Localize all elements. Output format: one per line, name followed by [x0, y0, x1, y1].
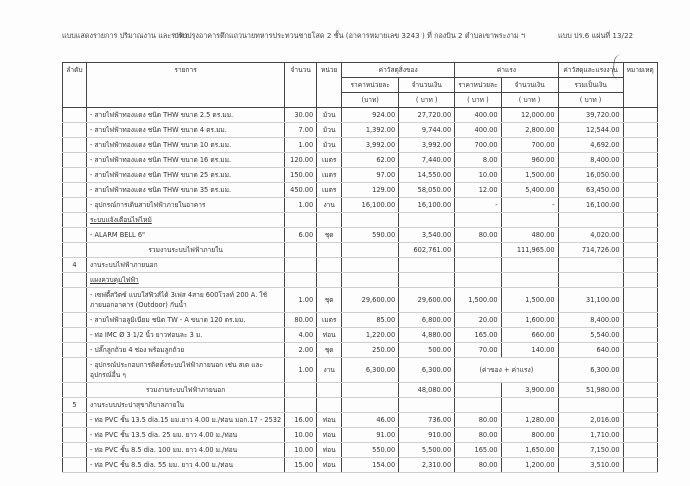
- labor-amount: 12,000.00: [501, 108, 558, 123]
- remark-cell: [623, 358, 657, 383]
- material-unit-price: 129.00: [342, 183, 399, 198]
- grand-subtotal: 51,980.00: [558, 383, 623, 398]
- col-unit: หน่วย: [317, 63, 342, 108]
- unit: เมตร: [317, 183, 342, 198]
- no-cell: [63, 358, 87, 383]
- col-total: ค่าวัสดุและแรงงาน: [558, 63, 623, 78]
- quantity: 150.00: [285, 168, 317, 183]
- unit: ม้วน: [317, 138, 342, 153]
- total-amount: 6,300.00: [558, 358, 623, 383]
- table-row: [63, 168, 658, 183]
- labor-unit-price: -: [455, 198, 501, 213]
- bill-of-quantities-table: [62, 62, 658, 473]
- labor-amount: 140.00: [501, 343, 558, 358]
- no-cell: [63, 383, 87, 398]
- quantity: 80.00: [285, 313, 317, 328]
- total-amount: 31,100.00: [558, 288, 623, 313]
- labor-amount: 800.00: [501, 428, 558, 443]
- labor-unit-price: 80.00: [455, 428, 501, 443]
- item-description: - ท่อ IMC Ø 3 1/2 นิ้ว ยาวท่อนละ 3 ม.: [87, 328, 285, 343]
- empty-cell: [501, 273, 558, 288]
- baht-label: ( บาท ): [455, 93, 501, 108]
- subtotal-label: รวมงานระบบไฟฟ้าภายนอก: [87, 383, 285, 398]
- section-number: 5: [63, 398, 87, 413]
- labor-unit-price: 20.00: [455, 313, 501, 328]
- subsection-heading: [63, 213, 658, 228]
- material-unit-price: 3,992.00: [342, 138, 399, 153]
- material-amount: 14,550.00: [399, 168, 455, 183]
- quantity: 16.00: [285, 413, 317, 428]
- empty-cell: [558, 213, 623, 228]
- unit: งาน: [317, 358, 342, 383]
- labor-unit-price: 12.00: [455, 183, 501, 198]
- section-number: 4: [63, 258, 87, 273]
- subtotal-row: [63, 383, 658, 398]
- empty-cell: [623, 258, 657, 273]
- total-amount: 8,400.00: [558, 313, 623, 328]
- empty-cell: [623, 398, 657, 413]
- material-amount: 3,992.00: [399, 138, 455, 153]
- labor-amount: 1,600.00: [501, 313, 558, 328]
- empty-cell: [342, 398, 399, 413]
- unit: ม้วน: [317, 123, 342, 138]
- no-cell: [63, 443, 87, 458]
- labor-note: (ค่าของ + ค่าแรง): [455, 358, 558, 383]
- empty-cell: [623, 213, 657, 228]
- total-amount: 3,510.00: [558, 458, 623, 473]
- table-row: [63, 313, 658, 328]
- labor-unit-price: 400.00: [455, 123, 501, 138]
- empty-cell: [455, 273, 501, 288]
- unit: ท่อน: [317, 413, 342, 428]
- material-amount: 3,540.00: [399, 228, 455, 243]
- no-cell: [63, 313, 87, 328]
- remark-cell: [623, 138, 657, 153]
- total-amount: 1,710.00: [558, 428, 623, 443]
- material-unit-price: 1,392.00: [342, 123, 399, 138]
- empty-cell: [317, 273, 342, 288]
- empty-cell: [342, 243, 399, 258]
- section-title: แผงควบคุมไฟฟ้า: [87, 273, 285, 288]
- material-amount: 736.00: [399, 413, 455, 428]
- empty-cell: [399, 398, 455, 413]
- item-description: - อุปกรณ์การเดินสายไฟฟ้าภายในอาคาร: [87, 198, 285, 213]
- form-title: แบบแสดงรายการ ปริมาณงาน และราคา: [62, 31, 188, 40]
- subtotal-row: [63, 243, 658, 258]
- project-title: ปรับปรุงอาคารตึกแถวนายทหารประทวนชายโสด 2 ชั้น (อาคารหมายเลข 3243 ) ที่ กองบิน 2 ตำบลเขาพระงาม ฯ: [174, 31, 526, 40]
- empty-cell: [399, 213, 455, 228]
- unit: ท่อน: [317, 458, 342, 473]
- empty-cell: [317, 383, 342, 398]
- col-qty: จำนวน: [285, 63, 317, 108]
- section-title: งานระบบประปาสุขาภิบาลภายใน: [87, 398, 285, 413]
- total-amount: 4,692.00: [558, 138, 623, 153]
- col-item: รายการ: [87, 63, 285, 108]
- material-unit-price: 250.00: [342, 343, 399, 358]
- unit: ท่อน: [317, 328, 342, 343]
- empty-cell: [342, 273, 399, 288]
- item-description: - เซฟตี้สวิตซ์ แบบใส่ฟิวส์ได้ 3เฟส 4สาย 600โวลท์ 200 A. ใช้ภายนอกอาคาร (Outdoor) กันน้ำ: [87, 288, 285, 313]
- labor-amount: 5,400.00: [501, 183, 558, 198]
- material-unit-price: 590.00: [342, 228, 399, 243]
- labor-amount: 960.00: [501, 153, 558, 168]
- empty-cell: [501, 258, 558, 273]
- no-cell: [63, 428, 87, 443]
- section-heading: [63, 258, 658, 273]
- material-unit-price: 6,300.00: [342, 358, 399, 383]
- col-no: ลำดับ: [63, 63, 87, 108]
- no-cell: [63, 198, 87, 213]
- quantity: 10.00: [285, 428, 317, 443]
- item-description: - ท่อ PVC ชั้น 8.5 dia. 55 มม. ยาว 4.00 ม./ท่อน: [87, 458, 285, 473]
- item-description: - ท่อ PVC ชั้น 13.5 dia.15 มม.ยาว 4.00 ม./ท่อน มอก.17 - 2532: [87, 413, 285, 428]
- total-amount: 16,100.00: [558, 198, 623, 213]
- labor-amount: 1,500.00: [501, 288, 558, 313]
- remark-cell: [623, 458, 657, 473]
- material-amount: 58,050.00: [399, 183, 455, 198]
- empty-cell: [285, 213, 317, 228]
- material-amount: 9,744.00: [399, 123, 455, 138]
- material-unit-price: 46.00: [342, 413, 399, 428]
- labor-unit-price: 80.00: [455, 228, 501, 243]
- empty-cell: [342, 213, 399, 228]
- total-amount: 2,016.00: [558, 413, 623, 428]
- empty-cell: [285, 273, 317, 288]
- labor-unit-price: 10.00: [455, 168, 501, 183]
- table-row: [63, 198, 658, 213]
- empty-cell: [558, 398, 623, 413]
- labor-amount: 2,800.00: [501, 123, 558, 138]
- empty-cell: [558, 258, 623, 273]
- empty-cell: [455, 243, 501, 258]
- table-row: [63, 123, 658, 138]
- remark-cell: [623, 328, 657, 343]
- material-unit-price: 91.00: [342, 428, 399, 443]
- section-number: [63, 273, 87, 288]
- empty-cell: [285, 258, 317, 273]
- empty-cell: [317, 243, 342, 258]
- baht-label: ( บาท ): [399, 93, 455, 108]
- quantity: 15.00: [285, 458, 317, 473]
- quantity: 2.00: [285, 343, 317, 358]
- no-cell: [63, 108, 87, 123]
- section-number: [63, 213, 87, 228]
- quantity: 1.00: [285, 198, 317, 213]
- col-total-sum: รวมเป็นเงิน: [558, 78, 623, 93]
- section-title: ระบบแจ้งเตือนไฟไหม้: [87, 213, 285, 228]
- remark-cell: [623, 243, 657, 258]
- table-row: [63, 328, 658, 343]
- labor-amount: 1,280.00: [501, 413, 558, 428]
- table-row: [63, 183, 658, 198]
- item-description: - สายไฟฟ้าทองแดง ชนิด THW ขนาด 10 ตร.มม.: [87, 138, 285, 153]
- remark-cell: [623, 228, 657, 243]
- baht-label: ( บาท ): [558, 93, 623, 108]
- empty-cell: [501, 213, 558, 228]
- labor-unit-price: 80.00: [455, 413, 501, 428]
- table-row: [63, 288, 658, 313]
- total-amount: 39,720.00: [558, 108, 623, 123]
- labor-amount: 660.00: [501, 328, 558, 343]
- labor-unit-price: 1,500.00: [455, 288, 501, 313]
- labor-amount: -: [501, 198, 558, 213]
- material-unit-price: 550.00: [342, 443, 399, 458]
- material-unit-price: 62.00: [342, 153, 399, 168]
- total-amount: 7,150.00: [558, 443, 623, 458]
- no-cell: [63, 153, 87, 168]
- col-labor-unit-price: ราคาหน่วยละ: [455, 78, 501, 93]
- baht-label: (บาท): [342, 93, 399, 108]
- item-description: - สายไฟฟ้าทองแดง ชนิด THW ขนาด 2.5 ตร.มม.: [87, 108, 285, 123]
- no-cell: [63, 328, 87, 343]
- item-description: - สายไฟฟ้าทองแดง ชนิด THW ขนาด 35 ตร.มม.: [87, 183, 285, 198]
- section-heading: [63, 398, 658, 413]
- unit: ท่อน: [317, 443, 342, 458]
- item-description: - อุปกรณ์ประกอบการติดตั้งระบบไฟฟ้าภายนอก เช่น สเต และอุปกรณ์อื่น ๆ: [87, 358, 285, 383]
- no-cell: [63, 183, 87, 198]
- item-description: - ปลั๊กลูกถ้วย 4 ช่อง พร้อมลูกถ้วย: [87, 343, 285, 358]
- item-description: - ท่อ PVC ชั้น 8.5 dia. 100 มม. ยาว 4.00 ม./ท่อน: [87, 443, 285, 458]
- no-cell: [63, 168, 87, 183]
- empty-cell: [501, 398, 558, 413]
- empty-cell: [455, 213, 501, 228]
- labor-amount: 1,500.00: [501, 168, 558, 183]
- labor-amount: 480.00: [501, 228, 558, 243]
- labor-unit-price: 8.00: [455, 153, 501, 168]
- empty-cell: [342, 383, 399, 398]
- remark-cell: [623, 288, 657, 313]
- table-row: [63, 413, 658, 428]
- empty-cell: [317, 398, 342, 413]
- item-description: - สายไฟฟ้าอลูมิเนียม ชนิด TW - A ขนาด 120 ตร.มม.: [87, 313, 285, 328]
- labor-unit-price: 400.00: [455, 108, 501, 123]
- item-description: - สายไฟฟ้าทองแดง ชนิด THW ขนาด 4 ตร.มม.: [87, 123, 285, 138]
- material-unit-price: 1,220.00: [342, 328, 399, 343]
- remark-cell: [623, 108, 657, 123]
- no-cell: [63, 413, 87, 428]
- material-subtotal: 602,761.00: [399, 243, 455, 258]
- empty-cell: [317, 258, 342, 273]
- labor-unit-price: 165.00: [455, 443, 501, 458]
- remark-cell: [623, 123, 657, 138]
- remark-cell: [623, 428, 657, 443]
- material-unit-price: 154.00: [342, 458, 399, 473]
- subsection-heading: [63, 273, 658, 288]
- material-amount: 6,800.00: [399, 313, 455, 328]
- no-cell: [63, 228, 87, 243]
- unit: เมตร: [317, 153, 342, 168]
- unit: ท่อน: [317, 428, 342, 443]
- material-amount: 4,880.00: [399, 328, 455, 343]
- empty-cell: [399, 273, 455, 288]
- material-amount: 29,600.00: [399, 288, 455, 313]
- table-header: [63, 63, 658, 108]
- col-labor: ค่าแรง: [455, 63, 558, 78]
- item-description: - ALARM BELL 6": [87, 228, 285, 243]
- labor-amount: 700.00: [501, 138, 558, 153]
- quantity: 7.00: [285, 123, 317, 138]
- remark-cell: [623, 413, 657, 428]
- labor-unit-price: 70.00: [455, 343, 501, 358]
- remark-cell: [623, 168, 657, 183]
- total-amount: 640.00: [558, 343, 623, 358]
- material-amount: 5,500.00: [399, 443, 455, 458]
- remark-cell: [623, 383, 657, 398]
- quantity: 6.00: [285, 228, 317, 243]
- material-unit-price: 924.00: [342, 108, 399, 123]
- empty-cell: [455, 258, 501, 273]
- total-amount: 16,050.00: [558, 168, 623, 183]
- unit: เมตร: [317, 168, 342, 183]
- empty-cell: [285, 383, 317, 398]
- baht-label: ( บาท ): [501, 93, 558, 108]
- col-material: ค่าวัสดุสิ่งของ: [342, 63, 455, 78]
- total-amount: 63,450.00: [558, 183, 623, 198]
- remark-cell: [623, 153, 657, 168]
- subtotal-label: รวมงานระบบไฟฟ้าภายใน: [87, 243, 285, 258]
- labor-amount: 1,200.00: [501, 458, 558, 473]
- item-description: - สายไฟฟ้าทองแดง ชนิด THW ขนาด 16 ตร.มม.: [87, 153, 285, 168]
- table-body: [63, 108, 658, 473]
- material-amount: 910.00: [399, 428, 455, 443]
- remark-cell: [623, 183, 657, 198]
- empty-cell: [285, 398, 317, 413]
- unit: เมตร: [317, 313, 342, 328]
- quantity: 4.00: [285, 328, 317, 343]
- col-material-amount: จำนวนเงิน: [399, 78, 455, 93]
- grand-subtotal: 714,726.00: [558, 243, 623, 258]
- remark-cell: [623, 343, 657, 358]
- empty-cell: [455, 383, 501, 398]
- total-amount: 4,020.00: [558, 228, 623, 243]
- table-row: [63, 343, 658, 358]
- empty-cell: [317, 213, 342, 228]
- quantity: 1.00: [285, 138, 317, 153]
- empty-cell: [399, 258, 455, 273]
- table-row: [63, 458, 658, 473]
- material-amount: 6,300.00: [399, 358, 455, 383]
- quantity: 120.00: [285, 153, 317, 168]
- material-subtotal: 48,080.00: [399, 383, 455, 398]
- total-amount: 12,544.00: [558, 123, 623, 138]
- no-cell: [63, 458, 87, 473]
- table-row: [63, 358, 658, 383]
- material-amount: 500.00: [399, 343, 455, 358]
- no-cell: [63, 123, 87, 138]
- quantity: 10.00: [285, 443, 317, 458]
- table-row: [63, 428, 658, 443]
- remark-cell: [623, 198, 657, 213]
- total-amount: 8,400.00: [558, 153, 623, 168]
- material-unit-price: 29,600.00: [342, 288, 399, 313]
- unit: ชุด: [317, 343, 342, 358]
- no-cell: [63, 243, 87, 258]
- total-amount: 5,540.00: [558, 328, 623, 343]
- material-unit-price: 16,100.00: [342, 198, 399, 213]
- col-material-unit-price: ราคาหน่วยละ: [342, 78, 399, 93]
- no-cell: [63, 288, 87, 313]
- unit: ชุด: [317, 288, 342, 313]
- empty-cell: [455, 398, 501, 413]
- material-amount: 2,310.00: [399, 458, 455, 473]
- col-remark: หมายเหตุ: [623, 63, 657, 108]
- remark-cell: [623, 313, 657, 328]
- empty-cell: [623, 273, 657, 288]
- material-unit-price: 97.00: [342, 168, 399, 183]
- section-title: งานระบบไฟฟ้าภายนอก: [87, 258, 285, 273]
- empty-cell: [285, 243, 317, 258]
- quantity: 1.00: [285, 288, 317, 313]
- table-row: [63, 138, 658, 153]
- unit: ม้วน: [317, 108, 342, 123]
- material-amount: 16,100.00: [399, 198, 455, 213]
- remark-cell: [623, 443, 657, 458]
- empty-cell: [558, 273, 623, 288]
- unit: ชุด: [317, 228, 342, 243]
- quantity: 450.00: [285, 183, 317, 198]
- item-description: - สายไฟฟ้าทองแดง ชนิด THW ขนาด 25 ตร.มม.: [87, 168, 285, 183]
- material-amount: 7,440.00: [399, 153, 455, 168]
- material-unit-price: 85.00: [342, 313, 399, 328]
- quantity: 1.00: [285, 358, 317, 383]
- no-cell: [63, 343, 87, 358]
- material-amount: 27,720.00: [399, 108, 455, 123]
- empty-cell: [342, 258, 399, 273]
- item-description: - ท่อ PVC ชั้น 13.5 dia. 25 มม. ยาว 4.00 ม./ท่อน: [87, 428, 285, 443]
- col-labor-amount: จำนวนเงิน: [501, 78, 558, 93]
- labor-subtotal: 3,900.00: [501, 383, 558, 398]
- page-reference: แบบ ปร.6 แผ่นที่ 13/22: [558, 31, 634, 40]
- labor-unit-price: 80.00: [455, 458, 501, 473]
- table-row: [63, 108, 658, 123]
- quantity: 30.00: [285, 108, 317, 123]
- table-row: [63, 228, 658, 243]
- labor-amount: 1,650.00: [501, 443, 558, 458]
- labor-unit-price: 165.00: [455, 328, 501, 343]
- table-row: [63, 443, 658, 458]
- unit: งาน: [317, 198, 342, 213]
- labor-subtotal: 111,965.00: [501, 243, 558, 258]
- labor-unit-price: 700.00: [455, 138, 501, 153]
- table-row: [63, 153, 658, 168]
- no-cell: [63, 138, 87, 153]
